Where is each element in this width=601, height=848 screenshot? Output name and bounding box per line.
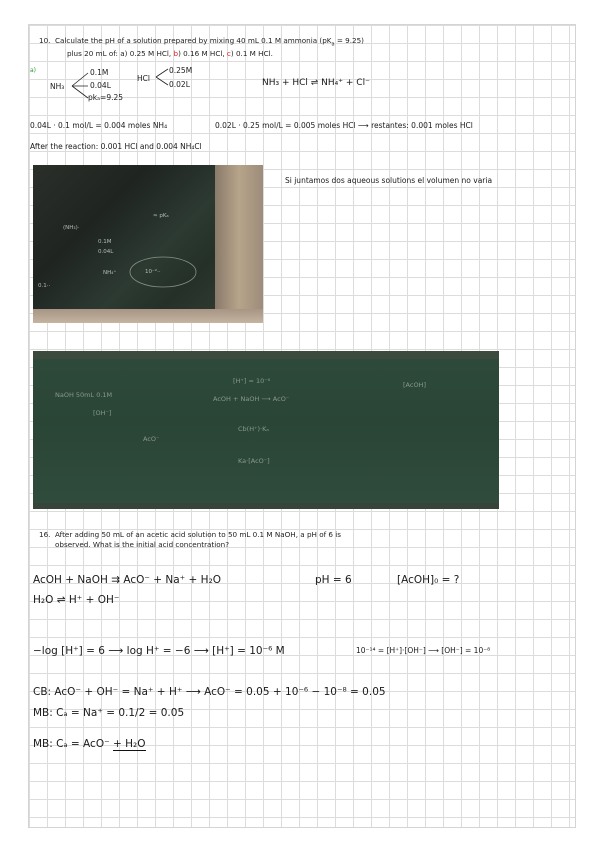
chalk-text: [AcOH] [403, 381, 426, 389]
after-reaction: After the reaction: 0.001 HCl and 0.004 NH₄Cl [30, 142, 202, 151]
reaction-equation: NH₃ + HCl ⇌ NH₄⁺ + Cl⁻ [262, 78, 370, 88]
nh3-concentration: 0.1M [90, 68, 109, 77]
unknown-concentration: [AcOH]₀ = ? [397, 574, 460, 586]
chalk-text: Cb(H⁺)·Kₐ [238, 425, 269, 433]
blackboard-photo-2 [33, 351, 499, 509]
chalk-text: (NH₃)· [63, 225, 80, 231]
acetic-reaction: AcOH + NaOH ⇉ AcO⁻ + Na⁺ + H₂O [33, 574, 222, 586]
strike-mark-b: b [173, 49, 179, 59]
chalk-text: 10⁻²·· [145, 269, 161, 275]
problem-16-line-2: observed. What is the initial acid concentration? [55, 540, 230, 549]
nh3-pka: pkₐ=9.25 [88, 93, 124, 102]
problem-16-line-1: 16. After adding 50 mL of an acetic acid solution to 50 mL 0.1 M NaOH, a pH of 6 is [39, 530, 342, 539]
log-calculation: −log [H⁺] = 6 ⟶ log H⁺ = −6 ⟶ [H⁺] = 10⁻⁶ M [33, 645, 285, 657]
chalk-text: [H⁺] = 10⁻⁶ [233, 377, 271, 385]
hcl-volume: 0.02L [169, 80, 190, 89]
calc-moles-nh4: 0.04L · 0.1 mol/L = 0.004 moles NH₄ [30, 121, 168, 130]
hcl-concentration: 0.25M [169, 66, 193, 75]
charge-balance: CB: AcO⁻ + OH⁻ = Na⁺ + H⁺ ⟶ AcO⁻ = 0.05 + 10⁻⁶ − 10⁻⁸ = 0.05 [33, 686, 386, 698]
chalk-text: NaOH 50mL 0.1M [55, 391, 113, 399]
part-a-label: a) [30, 67, 37, 74]
mass-balance-2: MB: Cₐ = AcO⁻ + H₂O [33, 738, 146, 750]
nh3-volume: 0.04L [90, 81, 111, 90]
nh3-branch-lines [70, 70, 90, 102]
hcl-label: HCl [137, 74, 150, 83]
underlined-term: + H₂O [112, 738, 146, 750]
chalk-text: AcOH + NaOH ⟶ AcO⁻ [213, 395, 290, 403]
problem-10-line-2: plus 20 mL of: a) 0.25 M HCl, b) 0.16 M HCl, c) 0.1 M HCl. [67, 49, 273, 59]
water-equilibrium: H₂O ⇌ H⁺ + OH⁻ [33, 594, 120, 606]
chalk-text: 0.04L [98, 249, 114, 255]
chalk-text: Ka·[AcO⁻] [238, 457, 270, 465]
problem-10-line-1: 10. Calculate the pH of a solution prepared by mixing 40 mL 0.1 M ammonia $(pK_a = 9.25)$ [39, 36, 364, 48]
kw-calculation: 10⁻¹⁴ = [H⁺]·[OH⁻] ⟶ [OH⁻] = 10⁻⁸ [356, 646, 491, 655]
chalk-text: AcO⁻ [143, 435, 160, 443]
chalk-text: 0.1·· [38, 283, 51, 289]
strike-mark-c: c [226, 49, 231, 59]
mass-balance-1: MB: Cₐ = Na⁺ = 0.1/2 = 0.05 [33, 707, 185, 719]
chalk-circle [128, 255, 198, 289]
spanish-note: Si juntamos dos aqueous solutions el volumen no varia [285, 176, 493, 185]
chalk-text: ≈ pKₐ [153, 213, 169, 219]
chalk-text: NH₄⁺ [103, 270, 117, 276]
blackboard-photo-1 [33, 165, 263, 323]
calc-moles-hcl: 0.02L · 0.25 mol/L = 0.005 moles HCl ⟶ restantes: 0.001 moles HCl [215, 121, 473, 130]
hcl-branch-lines [154, 66, 170, 88]
chalk-text: 0.1M [98, 239, 112, 245]
ph-given: pH = 6 [315, 574, 352, 586]
problem-10 [39, 36, 364, 59]
problem-16 [39, 530, 341, 550]
nh3-label: NH₃ [50, 82, 65, 91]
chalk-text: [OH⁻] [93, 409, 112, 417]
